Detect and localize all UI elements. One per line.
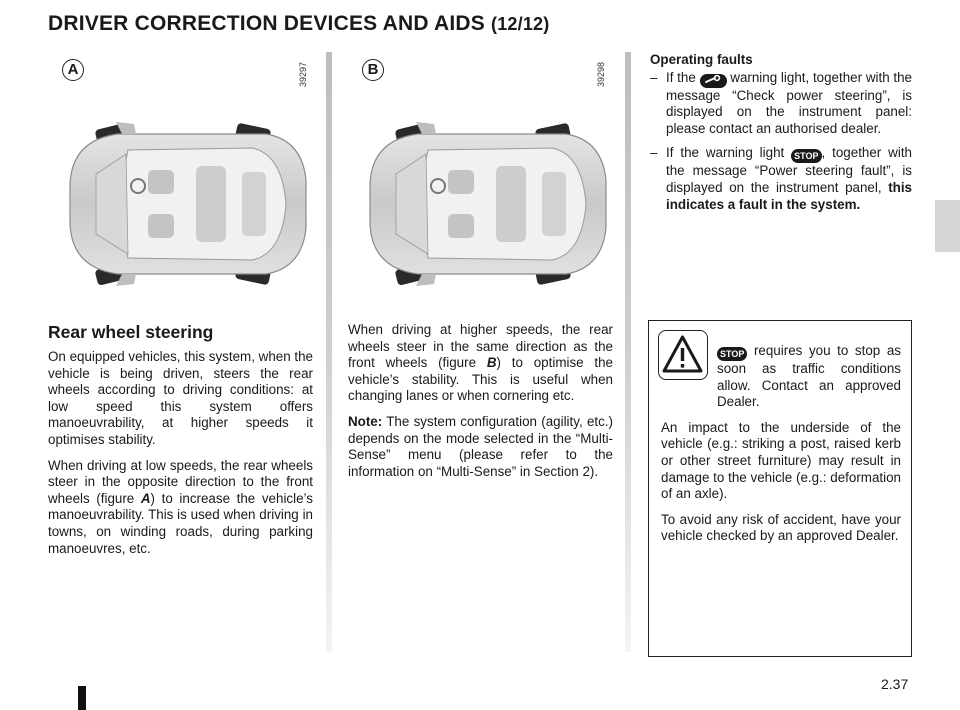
figure-b [352,54,612,312]
paragraph: When driving at low speeds, the rear wheels steer in the opposite direction to the front wheels (figure A) to increase the vehicle’s manoeuvrability. This is used when driving in towns, on winding roads, during parking manoeuvres, etc. [48,457,313,556]
page-title [48,12,549,36]
section-tab [935,200,960,252]
corner-mark [78,686,86,710]
faults-title: Operating faults [650,52,753,67]
warning-text [661,343,901,554]
figure-a-code: 39297 [298,62,308,88]
operating-faults [650,52,912,221]
paragraph: On equipped vehicles, this system, when the vehicle is being driven, steers the rear wheels according to driving conditions: at low speed this system offers manoeuvrability, at higher speeds it optimises stability. [48,349,313,447]
stop-warning-icon: STOP [791,149,821,163]
car-top-view-opposite-steer [56,114,310,304]
page-number: 2.37 [881,676,909,692]
wrench-icon [700,74,727,88]
paragraph: An impact to the underside of the vehicle (e.g.: striking a post, raised kerb or other street furniture) may result in damage to the vehicle (e.g.: deformation of an axle). [661,419,901,502]
column-divider-left [326,52,332,652]
page-title-text: DRIVER CORRECTION DEVICES AND AIDS [48,12,485,35]
paragraph: When driving at higher speeds, the rear wheels steer in the same direction as the front wheels (figure B) to optimise the vehicle’s stability. This is useful when changing lanes or when cornering etc. [348,322,613,404]
figure-b-letter: B [362,59,384,81]
figure-a-letter: A [62,59,84,81]
paragraph: STOP requires you to stop as soon as traffic conditions allow. Contact an approved Dealer. [717,343,901,410]
figure-a [52,54,314,312]
stop-warning-icon: STOP [717,347,747,361]
car-top-view-same-steer [356,114,610,304]
list-item: – If the warning light STOP , together with the message “Power steering fault”, is displayed on the instrument panel, this indicates a fault in the system. [650,145,912,212]
paragraph: To avoid any risk of accident, have your vehicle checked by an approved Dealer. [661,511,901,544]
note-paragraph: Note: The system configuration (agility, etc.) depends on the mode selected in the “Multi-Sense” menu (please refer to the information on “Multi-Sense” in Section 2). [348,413,613,479]
page-title-part: (12/12) [491,14,550,34]
figure-b-code: 39298 [596,62,606,88]
list-item: – If the warning light, together with the message “Check power steering”, is displayed on the instrument panel: please contact an authorised dealer. [650,69,912,136]
left-column-text [48,349,313,566]
warning-box [648,320,912,657]
middle-column-text [348,322,613,489]
column-divider-right [625,52,631,652]
section-heading: Rear wheel steering [48,322,214,342]
